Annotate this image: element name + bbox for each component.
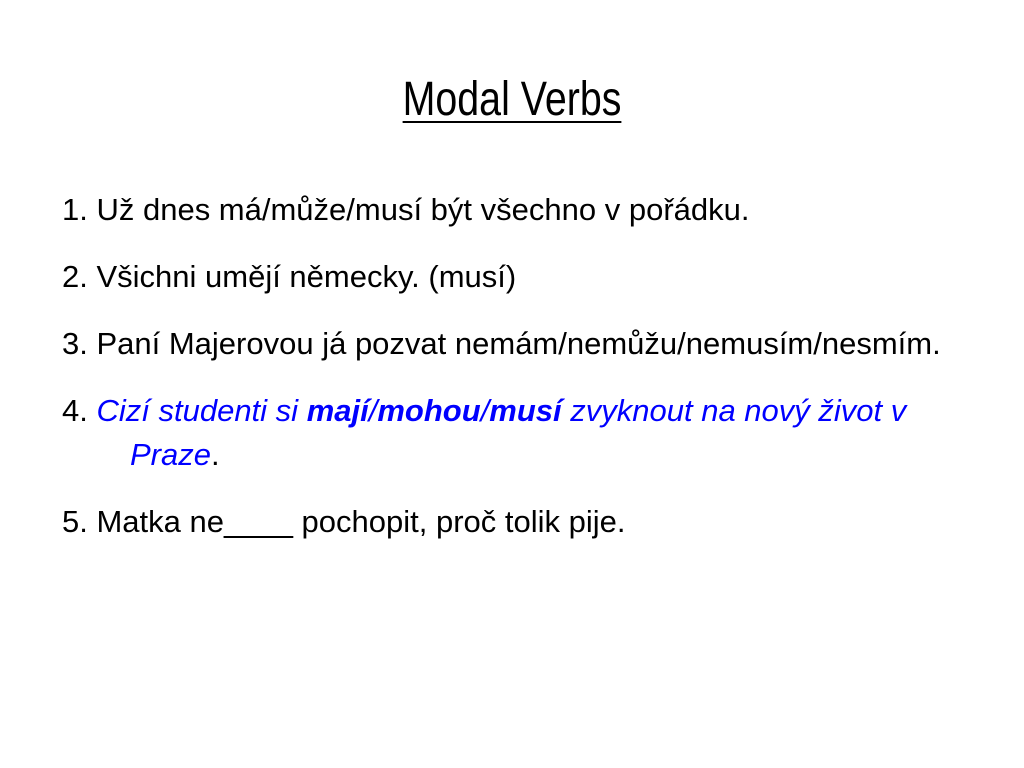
exercise-item-4-number: 4. bbox=[62, 393, 88, 428]
exercise-list bbox=[62, 188, 962, 567]
exercise-item-4 bbox=[62, 389, 962, 477]
exercise-item-4-options bbox=[307, 393, 562, 428]
slide-title bbox=[92, 72, 932, 128]
slide-title-text: Modal Verbs bbox=[402, 73, 622, 126]
option-mohou: mohou bbox=[377, 393, 481, 428]
option-separator: / bbox=[480, 393, 490, 428]
exercise-item-3: 3. Paní Majerovou já pozvat nemám/nemůžu/nemusím/nesmím. bbox=[62, 326, 941, 361]
option-separator: / bbox=[368, 393, 378, 428]
exercise-item-5: 5. Matka ne____ pochopit, proč tolik pije. bbox=[62, 504, 626, 539]
option-maji: mají bbox=[306, 393, 369, 428]
exercise-item-4-period: . bbox=[210, 437, 220, 472]
option-musi: musí bbox=[489, 393, 562, 428]
exercise-item-4-sentence-start: Cizí studenti si bbox=[96, 393, 299, 428]
exercise-item-4-sentence-end: zvyknout na nový život v Praze bbox=[130, 393, 907, 472]
exercise-item-1: 1. Už dnes má/může/musí být všechno v pořádku. bbox=[62, 192, 750, 227]
exercise-item-2: 2. Všichni umějí německy. (musí) bbox=[62, 259, 517, 294]
